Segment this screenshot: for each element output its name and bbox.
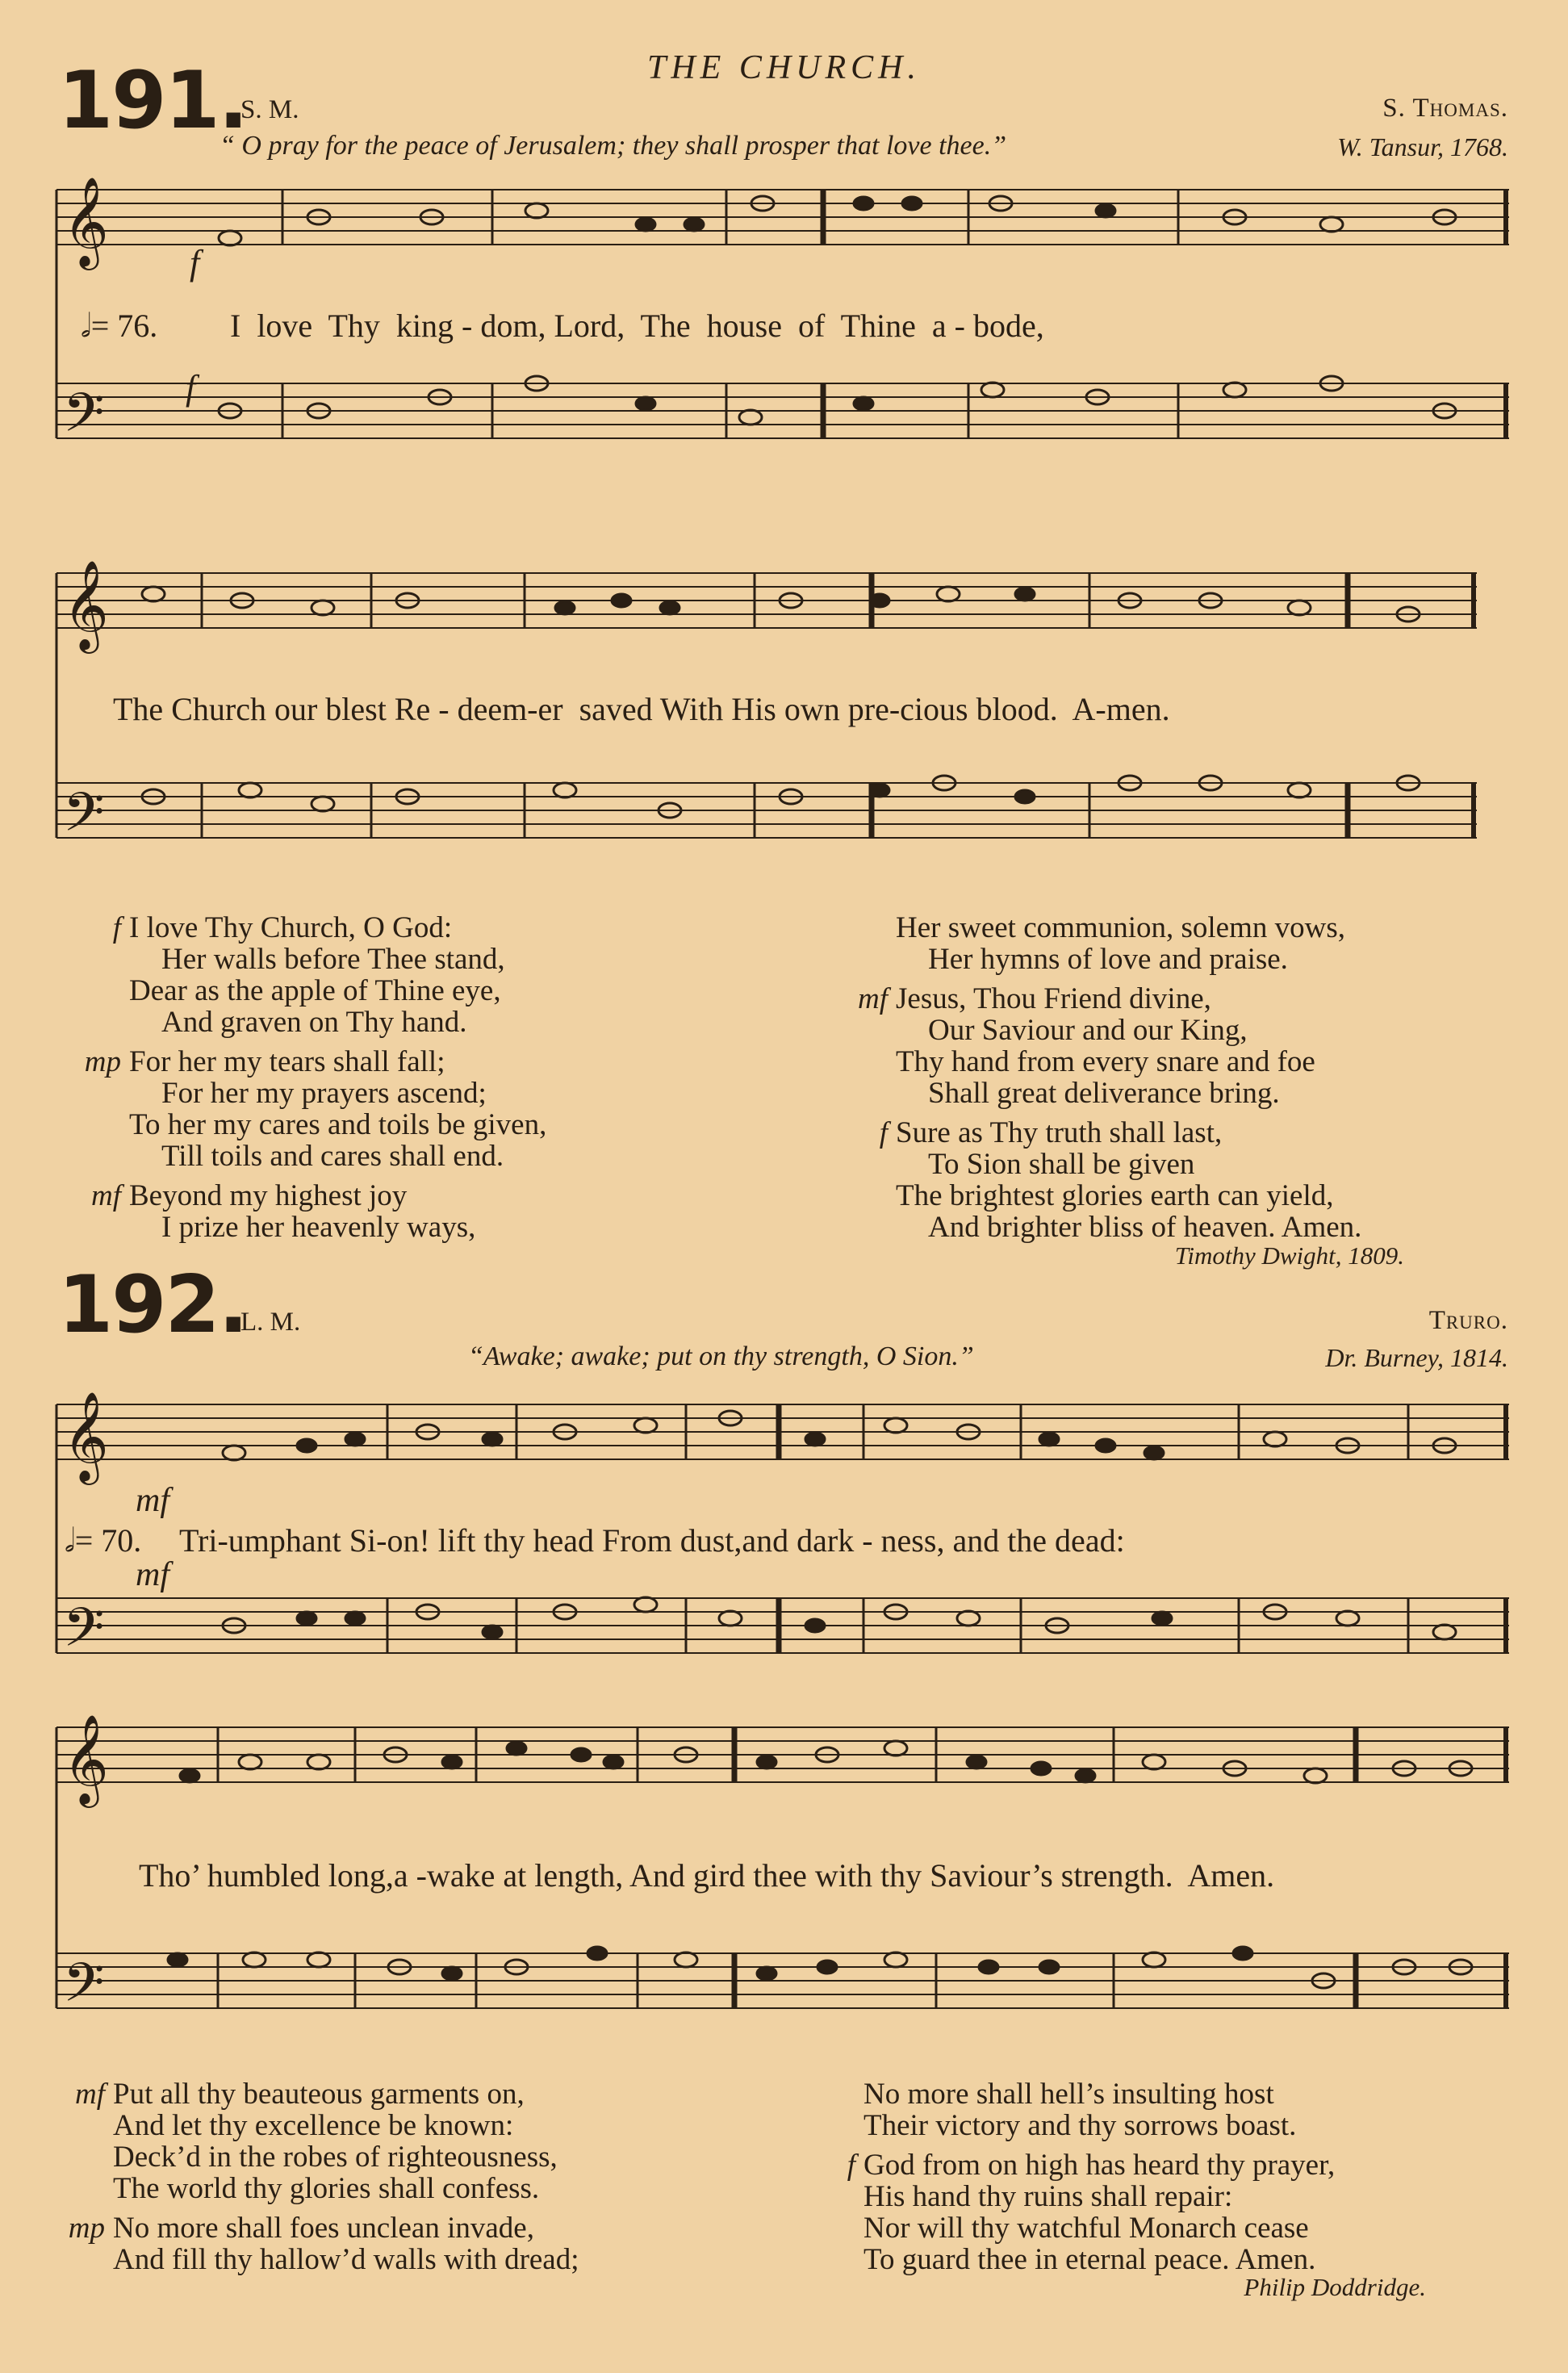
bass-staff bbox=[56, 383, 1509, 438]
author-credit: Timothy Dwight, 1809. bbox=[1174, 1241, 1404, 1270]
dynamic-marking: mf bbox=[136, 1482, 169, 1519]
dynamic-marking: f bbox=[847, 2149, 855, 2182]
tune-name: Truro. bbox=[1428, 1306, 1508, 1335]
dynamic-marking: mp bbox=[68, 2212, 105, 2245]
verses-left-192 bbox=[56, 2078, 831, 2275]
svg-text:𝄞: 𝄞 bbox=[63, 1391, 109, 1481]
treble-clef-icon bbox=[63, 1714, 109, 1808]
verse-stanza: mf Beyond my highest joy I prize her heavenly ways, bbox=[73, 1180, 799, 1243]
dynamic-marking: f bbox=[190, 243, 200, 282]
lyric-line: The Church our blest Re - deem-er saved With His own pre-cious blood. A-men. bbox=[113, 691, 1170, 727]
verse-stanza: mf Jesus, Thou Friend divine, Our Saviour and our King, Thy hand from every snare and foe Shall great deliverance bring. bbox=[839, 983, 1541, 1109]
scripture-quote: “ O pray for the peace of Jerusalem; they shall prosper that love thee.” bbox=[220, 131, 1007, 161]
dynamic-marking: mf bbox=[75, 2078, 105, 2111]
treble-clef-icon bbox=[63, 1391, 109, 1485]
dynamic-marking: mf bbox=[858, 982, 888, 1015]
svg-text:𝄢: 𝄢 bbox=[63, 1952, 105, 2027]
verse-stanza: mp No more shall foes unclean invade, And fill thy hallow’d walls with dread; bbox=[56, 2212, 831, 2275]
bass-clef-icon bbox=[63, 1597, 104, 1672]
svg-text:𝄞: 𝄞 bbox=[63, 559, 109, 650]
verses-right-191 bbox=[839, 912, 1541, 1243]
verse-stanza: Her sweet communion, solemn vows, Her hymns of love and praise. bbox=[896, 911, 1345, 976]
hymn-meter: S. M. bbox=[240, 95, 299, 124]
lyric-line: I love Thy king - dom, Lord, The house of Thine a - bode, bbox=[230, 308, 1044, 344]
tempo-marking: 𝅗𝅥= 76. bbox=[81, 308, 158, 344]
svg-text:𝄞: 𝄞 bbox=[63, 1714, 109, 1804]
verses-right-192 bbox=[807, 2078, 1549, 2275]
verse-stanza: No more shall hell’s insulting host Their victory and thy sorrows boast. bbox=[863, 2078, 1297, 2142]
hymn-number: 192. bbox=[58, 1259, 247, 1351]
half-note-icon: 𝅗𝅥 bbox=[81, 308, 91, 344]
verse-stanza: mp For her my tears shall fall; For her my prayers ascend; To her my cares and toils be given, Till toils and cares shall end. bbox=[73, 1046, 799, 1172]
composer: W. Tansur, 1768. bbox=[1337, 132, 1508, 161]
verses-left-191 bbox=[73, 912, 799, 1243]
half-note-icon: 𝅗𝅥 bbox=[65, 1522, 75, 1559]
bass-clef-icon bbox=[63, 382, 104, 457]
tempo-marking: 𝅗𝅥= 70. bbox=[65, 1522, 142, 1559]
page-header: THE CHURCH. bbox=[646, 49, 922, 86]
verse-stanza: f God from on high has heard thy prayer, His hand thy ruins shall repair: Nor will thy watchful Monarch cease To guard thee in eternal peace. Amen. bbox=[807, 2149, 1549, 2275]
dynamic-marking: mf bbox=[136, 1556, 169, 1593]
dynamic-marking: mp bbox=[84, 1045, 121, 1078]
bass-clef-icon bbox=[63, 1952, 104, 2027]
svg-text:𝄢: 𝄢 bbox=[63, 781, 105, 856]
svg-text:𝄢: 𝄢 bbox=[63, 1597, 105, 1672]
dynamic-marking: f bbox=[112, 911, 121, 944]
composer: Dr. Burney, 1814. bbox=[1325, 1343, 1508, 1372]
lyric-line: Tri-umphant Si-on! lift thy head From dust,and dark - ness, and the dead: bbox=[179, 1522, 1125, 1559]
dynamic-marking: mf bbox=[91, 1179, 121, 1212]
hymn-meter: L. M. bbox=[240, 1308, 301, 1337]
bass-clef-icon bbox=[63, 781, 104, 856]
dynamic-marking: f bbox=[879, 1116, 888, 1149]
hymn-number: 191. bbox=[58, 55, 247, 147]
dynamic-marking: f bbox=[186, 368, 196, 408]
tune-name: S. Thomas. bbox=[1382, 94, 1508, 123]
treble-clef-icon bbox=[63, 559, 109, 654]
verse-stanza: f I love Thy Church, O God: Her walls before Thee stand, Dear as the apple of Thine eye, And graven on Thy hand. bbox=[73, 912, 799, 1038]
author-credit: Philip Doddridge. bbox=[1244, 2273, 1426, 2301]
verse-stanza: mf Put all thy beauteous garments on, And let thy excellence be known: Deck’d in the robes of righteousness, The world thy glories shall confess. bbox=[56, 2078, 831, 2204]
svg-text:𝄞: 𝄞 bbox=[63, 176, 109, 266]
scripture-quote: “Awake; awake; put on thy strength, O Sion.” bbox=[468, 1341, 974, 1371]
lyric-line: Tho’ humbled long,a -wake at length, And gird thee with thy Saviour’s strength. Amen. bbox=[139, 1857, 1275, 1894]
verse-stanza: f Sure as Thy truth shall last, To Sion shall be given The brightest glories earth can yield, And brighter bliss of heaven. Amen. bbox=[839, 1117, 1541, 1243]
svg-text:𝄢: 𝄢 bbox=[63, 382, 105, 457]
treble-clef-icon bbox=[63, 176, 109, 270]
treble-staff bbox=[56, 190, 1509, 245]
